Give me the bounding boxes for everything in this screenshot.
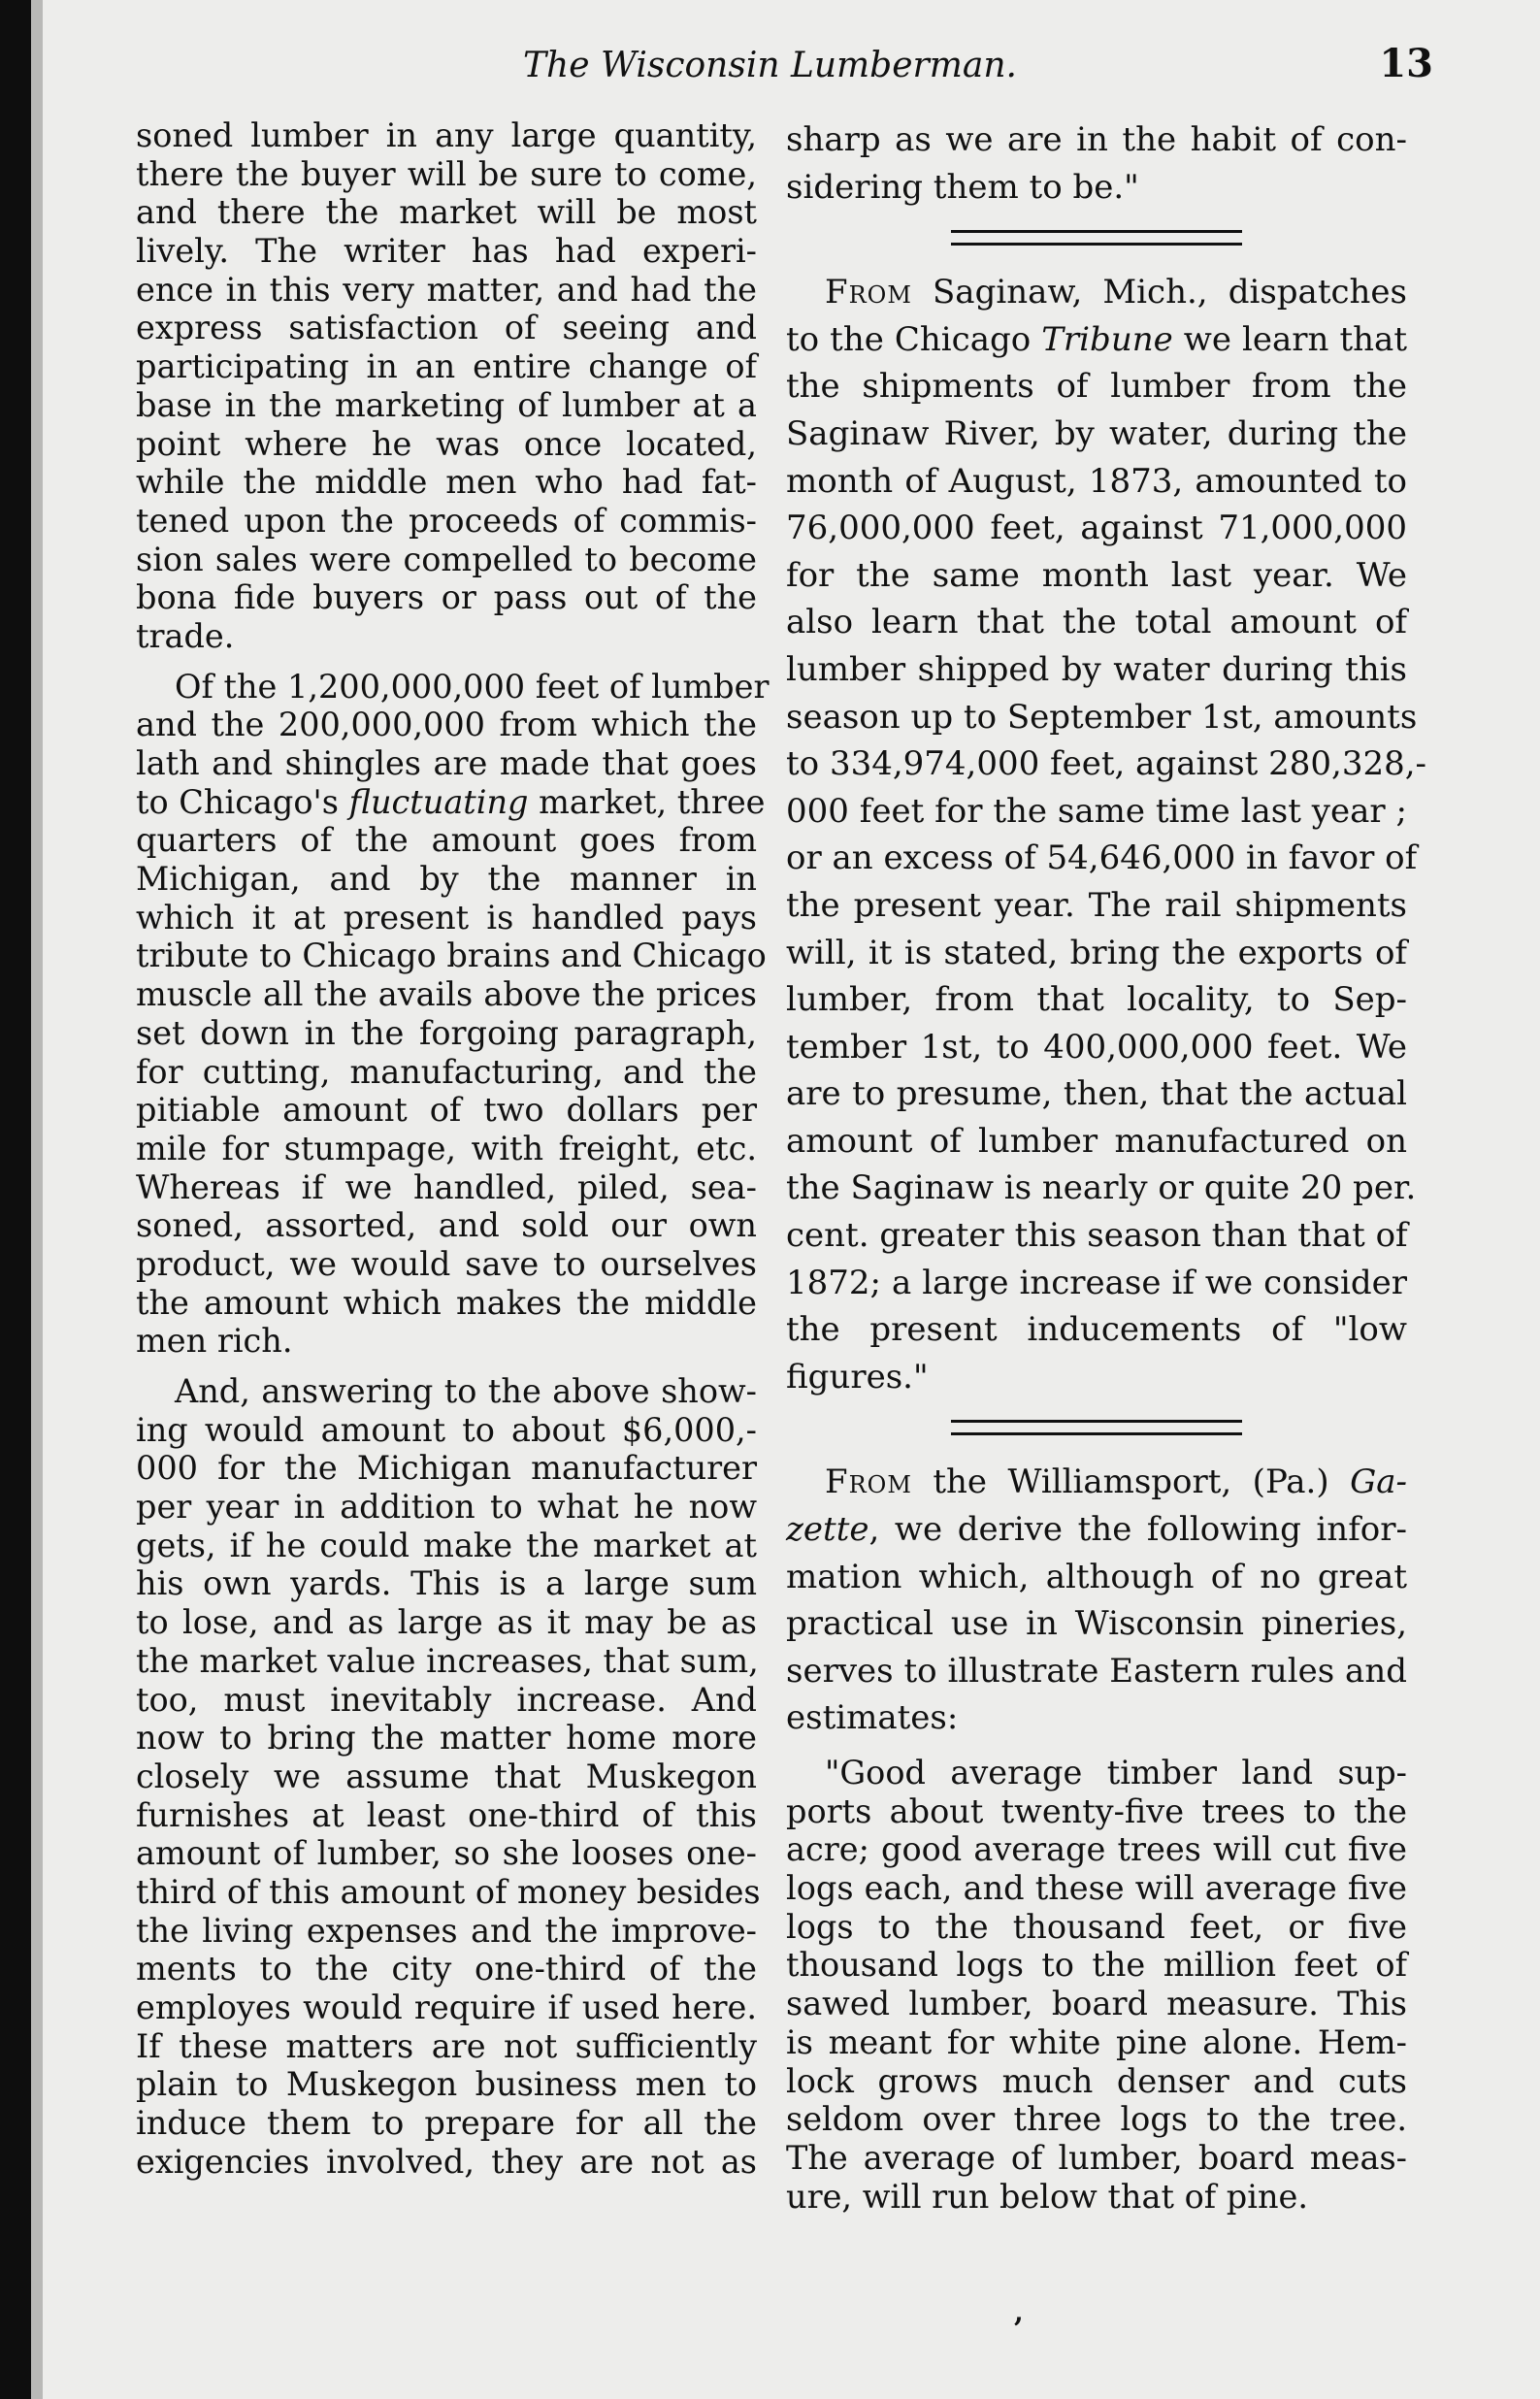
text-line: the Saginaw is nearly or quite 20 per. [786,1168,1417,1208]
text-line: the present year. The rail shipments [786,885,1407,925]
text-line: the present inducements of "low [786,1310,1407,1350]
text-line: furnishes at least one-third of this [136,1795,757,1834]
text-line: ure, will run below that of pine. [786,2177,1309,2216]
text-line: 1872; a large increase if we consider [786,1263,1407,1302]
italic-word: fluctuating [348,782,529,821]
text-line: his own yards. This is a large sum [136,1564,757,1603]
text-line: to 334,974,000 feet, against 280,328,- [786,744,1427,784]
text-line: 76,000,000 feet, against 71,000,000 [786,509,1407,548]
running-title: The Wisconsin Lumberman. [523,46,1017,85]
text-line: there the buyer will be sure to come, [136,154,757,193]
right-paragraph-4 [786,1754,1407,2216]
right-paragraph-1 [786,116,1407,211]
text-line: lumber shipped by water during this [786,649,1407,689]
text-line [136,782,766,822]
text-line: to lose, and as large as it may be as [136,1603,757,1642]
text-line: per year in addition to what he now [136,1488,757,1527]
text-line: sidering them to be." [786,167,1139,207]
italic-word: Ga- [1350,1462,1407,1502]
text-line: tember 1st, to 400,000,000 feet. We [786,1027,1407,1067]
text-line: Saginaw River, by water, during the [786,413,1407,453]
left-paragraph-3 [136,1372,761,2181]
text-line: ence in this very matter, and had the [136,270,757,309]
text-line: lath and shingles are made that goes [136,744,757,782]
text-line: base in the marketing of lumber at a [136,385,757,424]
text-line: And, answering to the above show- [175,1372,757,1410]
text-line: which it at present is handled pays [136,898,757,937]
text-line: the shipments of lumber from the [786,367,1407,407]
text-line: figures." [786,1357,929,1397]
right-paragraph-3 [786,1459,1407,1742]
text-line: acre; good average trees will cut five [786,1830,1407,1869]
text-line: point where he was once located, [136,424,757,463]
small-caps-lead: From [825,1462,912,1502]
left-paragraph-2 [136,667,770,1361]
text-line [786,1459,1407,1506]
text-line: soned, assorted, and sold our own [136,1206,757,1245]
text-line: are to presume, then, that the actual [786,1074,1407,1114]
section-divider [951,1420,1242,1435]
text-line: ing would amount to about $6,000,- [136,1410,757,1449]
text-line: tened upon the proceeds of commis- [136,501,757,540]
text-line: sion sales were compelled to become [136,540,757,578]
text-line: quarters of the amount goes from [136,821,757,860]
text-line: the amount which makes the middle [136,1283,757,1322]
text-line: for cutting, manufacturing, and the [136,1052,757,1091]
text-line: third of this amount of money besides [136,1872,761,1911]
text-line: men rich. [136,1322,293,1361]
text-line: ports about twenty-five trees to the [786,1791,1407,1830]
text-line: sharp as we are in the habit of con- [786,120,1407,159]
text-line: closely we assume that Muskegon [136,1757,757,1795]
text-run: to Chicago's [136,782,349,821]
text-run: market, three [528,782,766,821]
italic-word: Tribune [1041,319,1173,359]
italic-word: zette [786,1510,869,1550]
text-line: ments to the city one-third of the [136,1950,757,1988]
text-line: lumber, from that locality, to Sep- [786,980,1407,1020]
text-line: 000 for the Michigan manufacturer [136,1449,757,1488]
text-line: now to bring the matter home more [136,1719,757,1758]
text-line: cent. greater this season than that of [786,1216,1408,1256]
text-line: too, must inevitably increase. And [136,1680,757,1719]
text-line: amount of lumber manufactured on [786,1121,1407,1161]
text-line: Whereas if we handled, piled, sea- [136,1167,757,1206]
small-caps-lead: From [825,273,912,312]
text-line: express satisfaction of seeing and [136,309,757,347]
right-column [786,116,1427,2227]
text-run: Saginaw, Mich., dispatches [911,273,1407,312]
text-line: The average of lumber, board meas- [786,2138,1407,2177]
text-line: Michigan, and by the manner in [136,860,757,899]
text-line: the living expenses and the improve- [136,1911,757,1950]
text-line: and there the market will be most [136,193,757,232]
text-line: gets, if he could make the market at [136,1526,757,1564]
text-line: product, we would save to ourselves [136,1244,757,1283]
text-line: mation which, although of no great [786,1557,1407,1596]
text-line: bona fide buyers or pass out of the [136,578,757,617]
text-run: to the Chicago [786,319,1042,359]
text-line: logs to the thousand feet, or five [786,1907,1407,1946]
text-line: thousand logs to the million feet of [786,1946,1407,1985]
text-line: lock grows much denser and cuts [786,2061,1407,2100]
text-line: Of the 1,200,000,000 feet of lumber [175,667,770,706]
page-number: 13 [1379,41,1433,86]
text-line: set down in the forgoing paragraph, [136,1013,757,1052]
text-line: while the middle men who had fat- [136,463,757,502]
text-line: plain to Muskegon business men to [136,2065,757,2104]
text-line: pitiable amount of two dollars per [136,1091,757,1130]
text-line [786,269,1407,316]
text-line: and the 200,000,000 from which the [136,706,757,744]
text-line: "Good average timber land sup- [825,1754,1407,1791]
text-line: muscle all the avails above the prices [136,975,757,1014]
text-run: the Williamsport, (Pa.) [911,1462,1351,1502]
text-run: we learn that [1172,319,1407,359]
text-line: estimates: [786,1698,959,1738]
text-line: for the same month last year. We [786,555,1407,595]
text-line: mile for stumpage, with freight, etc. [136,1129,757,1167]
binding-edge [0,0,31,2399]
text-line: the market value increases, that sum, [136,1641,759,1680]
binding-shadow [31,0,43,2399]
text-line: sawed lumber, board measure. This [786,1985,1407,2023]
text-line: seldom over three logs to the tree. [786,2100,1407,2139]
text-line [786,316,1407,364]
text-line: soned lumber in any large quantity, [136,116,757,154]
text-line: induce them to prepare for all the [136,2104,757,2143]
text-line: serves to illustrate Eastern rules and [786,1651,1407,1691]
text-line [786,1506,1407,1554]
right-paragraph-2 [786,269,1427,1400]
page-header [0,39,1540,97]
text-line: practical use in Wisconsin pineries, [786,1604,1407,1644]
text-line: exigencies involved, they are not as [136,2142,757,2181]
text-line: participating in an entire change of [136,347,757,386]
left-paragraph-1 [136,116,757,656]
text-run: , we derive the following infor- [868,1510,1407,1550]
text-line: trade. [136,616,235,655]
text-line: or an excess of 54,646,000 in favor of [786,838,1418,878]
print-mark: , [1014,2296,1024,2328]
text-line: month of August, 1873, amounted to [786,461,1407,501]
text-line: logs each, and these will average five [786,1869,1407,1908]
section-divider [951,230,1242,246]
text-line: will, it is stated, bring the exports of [786,933,1407,972]
text-line: 000 feet for the same time last year ; [786,791,1407,831]
text-line: employes would require if used here. [136,1988,757,2026]
text-line: season up to September 1st, amounts [786,697,1418,737]
left-column [136,116,770,2192]
text-line: lively. The writer has had experi- [136,232,757,271]
text-line: is meant for white pine alone. Hem- [786,2022,1407,2061]
text-line: tribute to Chicago brains and Chicago [136,937,767,975]
text-line: also learn that the total amount of [786,603,1407,642]
text-line: amount of lumber, so she looses one- [136,1834,757,1873]
text-line: If these matters are not sufficiently [136,2026,757,2065]
